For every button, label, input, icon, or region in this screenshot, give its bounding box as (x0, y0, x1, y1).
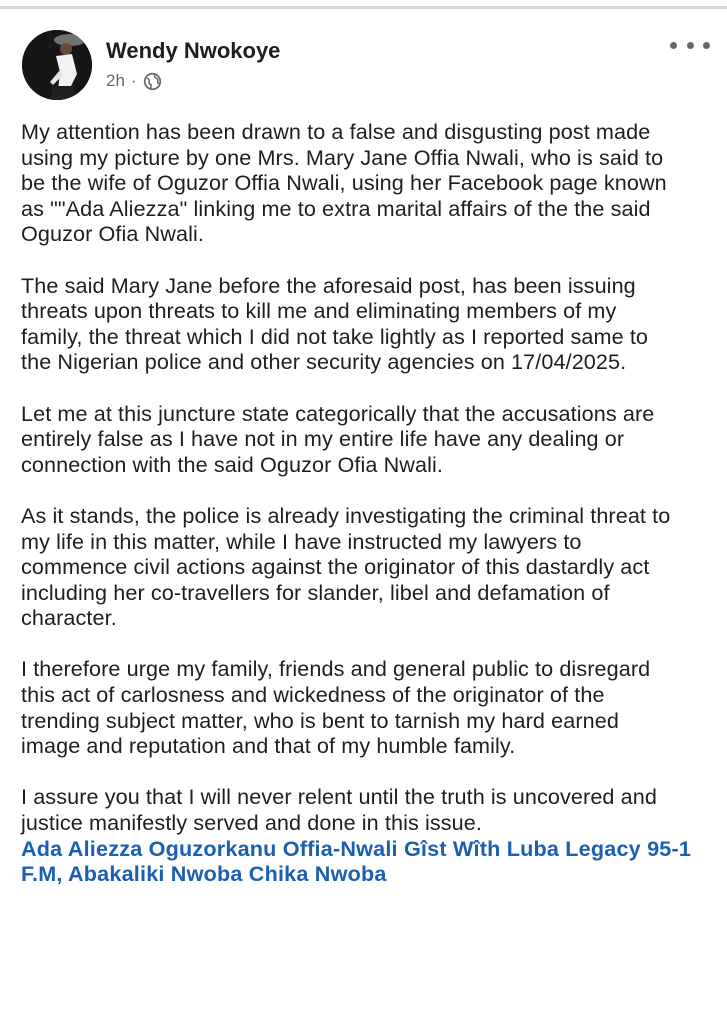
more-dot (703, 42, 710, 49)
post-author-name[interactable]: Wendy Nwokoye (106, 38, 281, 63)
post-paragraph: My attention has been drawn to a false and disgusting post made using my picture by one Mrs. Mary Jane Offia Nwali, who is said to be the wife of Oguzor Offia Nwali, using her Facebook page known as ""Ada Aliezza" linking me to extra marital affairs of the the said Oguzor Ofia Nwali. (21, 119, 667, 247)
post-meta (106, 71, 162, 91)
more-dot (670, 42, 677, 49)
post-tags-link[interactable]: Ada Aliezza Oguzorkanu Offia-Nwali Gîst Wîth Luba Legacy 95-1 F.M, Abakaliki Nwoba Chika Nwoba (21, 835, 692, 887)
avatar[interactable] (22, 30, 92, 100)
post-paragraph: I therefore urge my family, friends and general public to disregard this act of carlosness and wickedness of the originator of the trending subject matter, who is bent to tarnish my hard earned image and reputation and that of my humble family. (21, 656, 651, 759)
profile-photo (22, 30, 92, 100)
globe-icon[interactable] (143, 72, 162, 91)
meta-separator: · (130, 71, 137, 90)
post-paragraph: Let me at this juncture state categorically that the accusations are entirely false as I have not in my entire life have any dealing or connection with the said Oguzor Ofia Nwali. (21, 400, 655, 477)
post-body (21, 119, 723, 887)
more-options-icon[interactable] (670, 34, 710, 56)
post-paragraph: I assure you that I will never relent until the truth is uncovered and justice manifestly served and done in this issue. (21, 784, 657, 836)
more-dot (687, 42, 694, 49)
post-timestamp[interactable]: 2h (106, 71, 125, 90)
post-paragraph: The said Mary Jane before the aforesaid post, has been issuing threats upon threats to kill me and eliminating members of my family, the threat which I did not take lightly as I reported same to the Nigerian police and other security agencies on 17/04/2025. (21, 272, 649, 375)
top-divider (0, 6, 727, 9)
post-paragraph: As it stands, the police is already investigating the criminal threat to my life in this matter, while I have instructed my lawyers to commence civil actions against the originator of this dastardly act including her co-travellers for slander, libel and defamation of character. (21, 502, 671, 631)
